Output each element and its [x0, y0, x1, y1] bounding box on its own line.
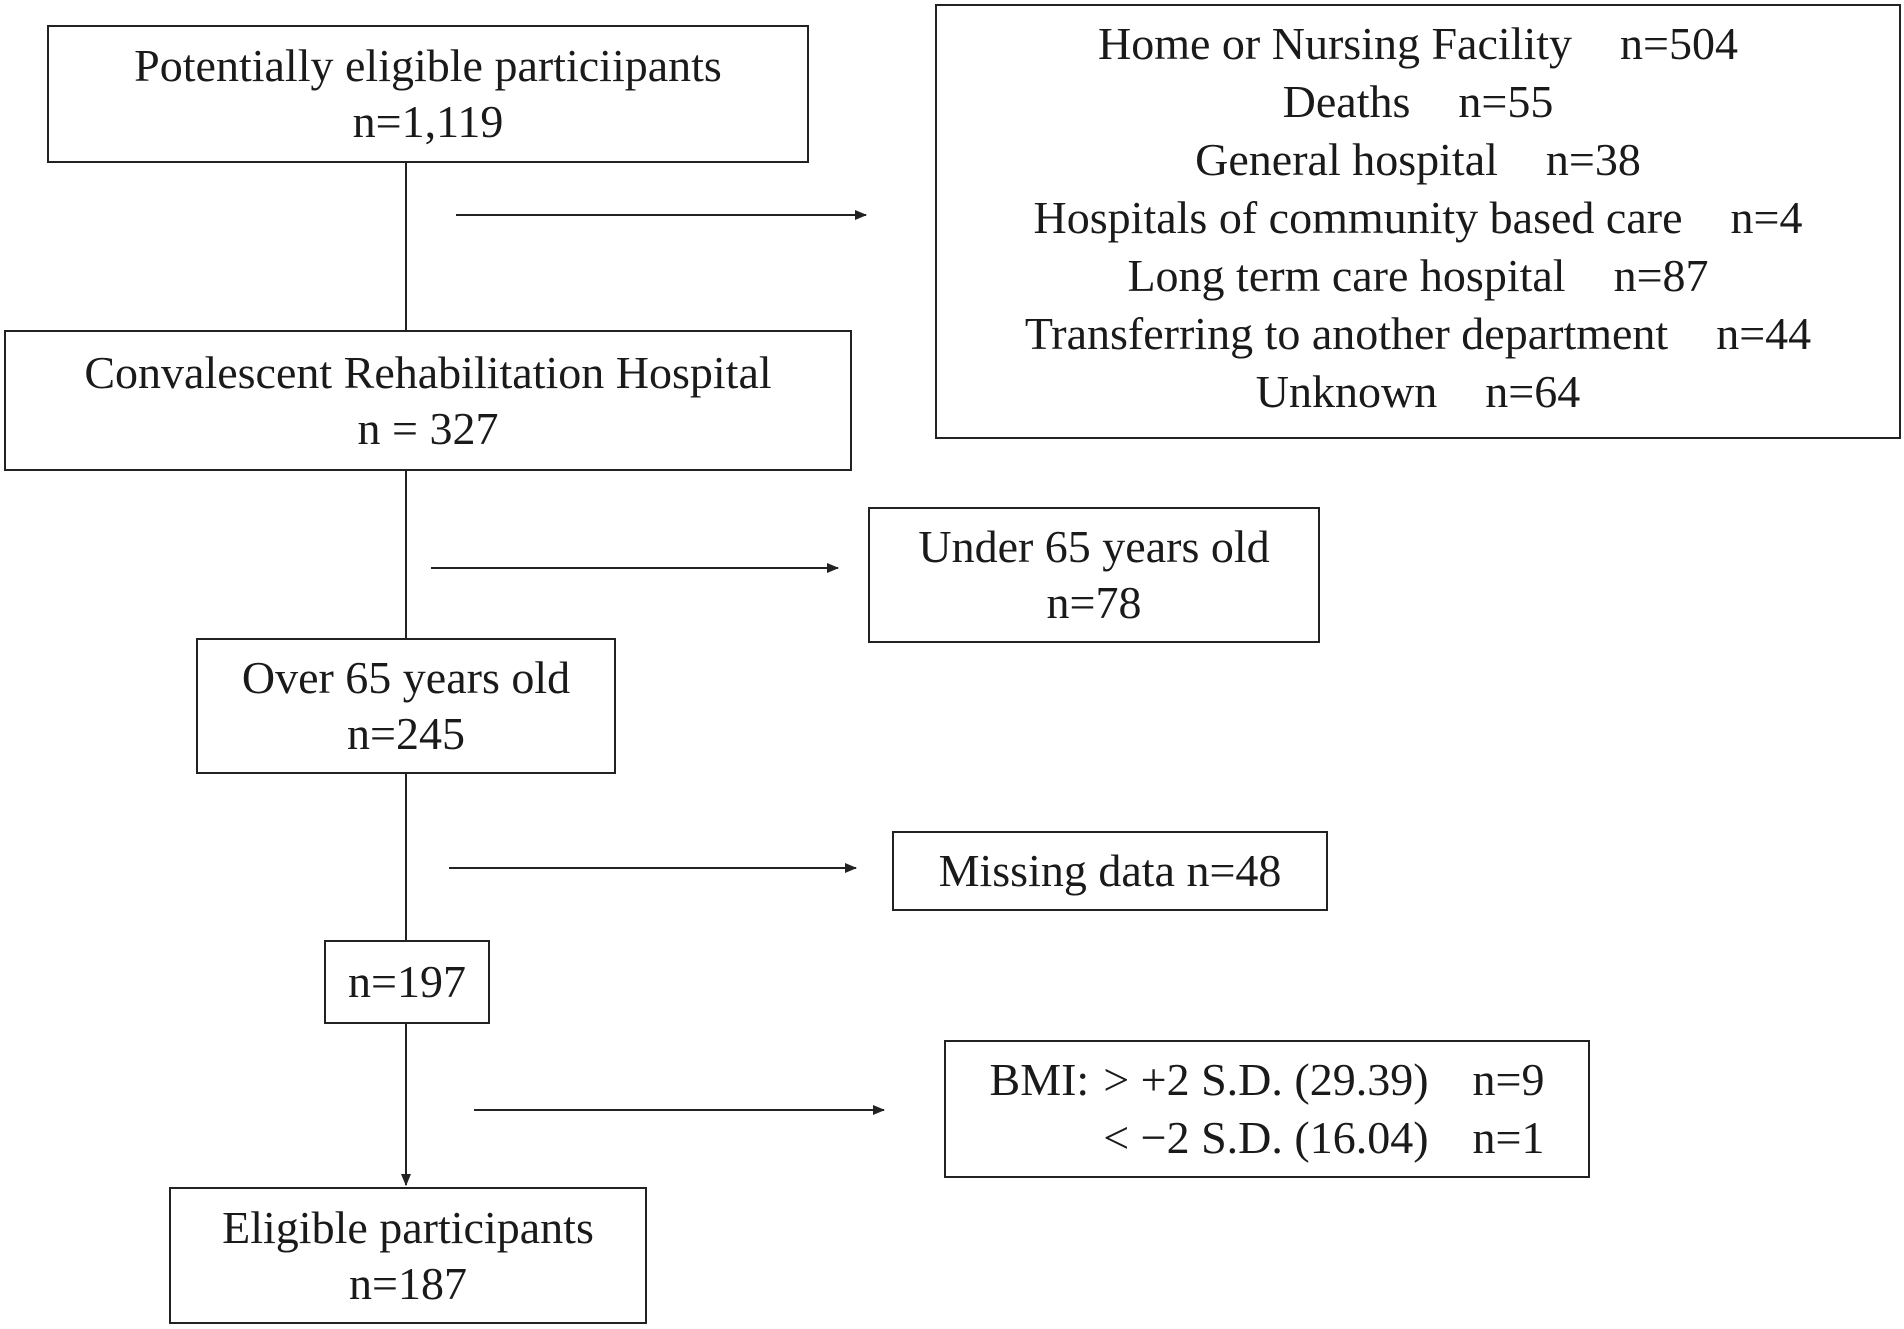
under-65-exclusion-box	[868, 507, 1320, 643]
missing-text: Missing data n=48	[938, 845, 1282, 896]
discharge-n: n=55	[1458, 76, 1554, 127]
over65-title: Over 65 years old	[241, 652, 571, 703]
discharge-n: n=38	[1545, 134, 1641, 185]
bmi-n: n=9	[1472, 1054, 1545, 1105]
eligible-title: Eligible participants	[222, 1201, 594, 1253]
convalescent-title: Convalescent Rehabilitation Hospital	[84, 346, 772, 398]
missing-data-exclusion-box	[892, 831, 1328, 911]
convalescent-n: n = 327	[357, 402, 499, 454]
bmi-grid	[990, 1051, 1545, 1167]
over65-n: n=245	[347, 708, 465, 759]
discharge-row	[937, 131, 1899, 189]
bmi-n: n=1	[1472, 1112, 1545, 1163]
potential-title: Potentially eligible particiipants	[134, 40, 722, 91]
discharge-exclusion-box	[935, 4, 1901, 439]
discharge-row	[937, 15, 1899, 73]
bmi-exclusion-box	[944, 1040, 1590, 1178]
discharge-n: n=44	[1716, 308, 1812, 359]
n197-box	[324, 940, 490, 1024]
discharge-n: n=504	[1620, 18, 1738, 69]
bmi-prefix: BMI:	[989, 1054, 1090, 1105]
over-65-box	[196, 638, 616, 774]
potential-n: n=1,119	[352, 96, 504, 147]
discharge-label: Transferring to another department	[1024, 308, 1669, 359]
discharge-n: n=4	[1730, 192, 1803, 243]
under65-title: Under 65 years old	[918, 521, 1270, 572]
discharge-n: n=64	[1485, 366, 1581, 417]
discharge-row	[937, 305, 1899, 363]
discharge-label: Hospitals of community based care	[1033, 192, 1683, 243]
discharge-n: n=87	[1613, 250, 1709, 301]
bmi-criterion: < −2 S.D. (16.04)	[1103, 1112, 1429, 1163]
convalescent-hospital-box	[4, 330, 852, 471]
potential-participants-box	[47, 25, 809, 163]
discharge-row	[937, 363, 1899, 421]
discharge-row	[937, 189, 1899, 247]
discharge-label: Unknown	[1255, 366, 1438, 417]
discharge-label: Deaths	[1282, 76, 1411, 127]
bmi-criterion: > +2 S.D. (29.39)	[1103, 1054, 1429, 1105]
discharge-row	[937, 247, 1899, 305]
n197-n: n=197	[348, 956, 466, 1007]
under65-n: n=78	[1046, 577, 1142, 628]
discharge-row	[937, 73, 1899, 131]
discharge-label: Long term care hospital	[1127, 250, 1566, 301]
eligible-n: n=187	[349, 1257, 467, 1309]
discharge-label: Home or Nursing Facility	[1098, 18, 1573, 69]
eligible-participants-box	[169, 1187, 647, 1324]
discharge-label: General hospital	[1195, 134, 1498, 185]
